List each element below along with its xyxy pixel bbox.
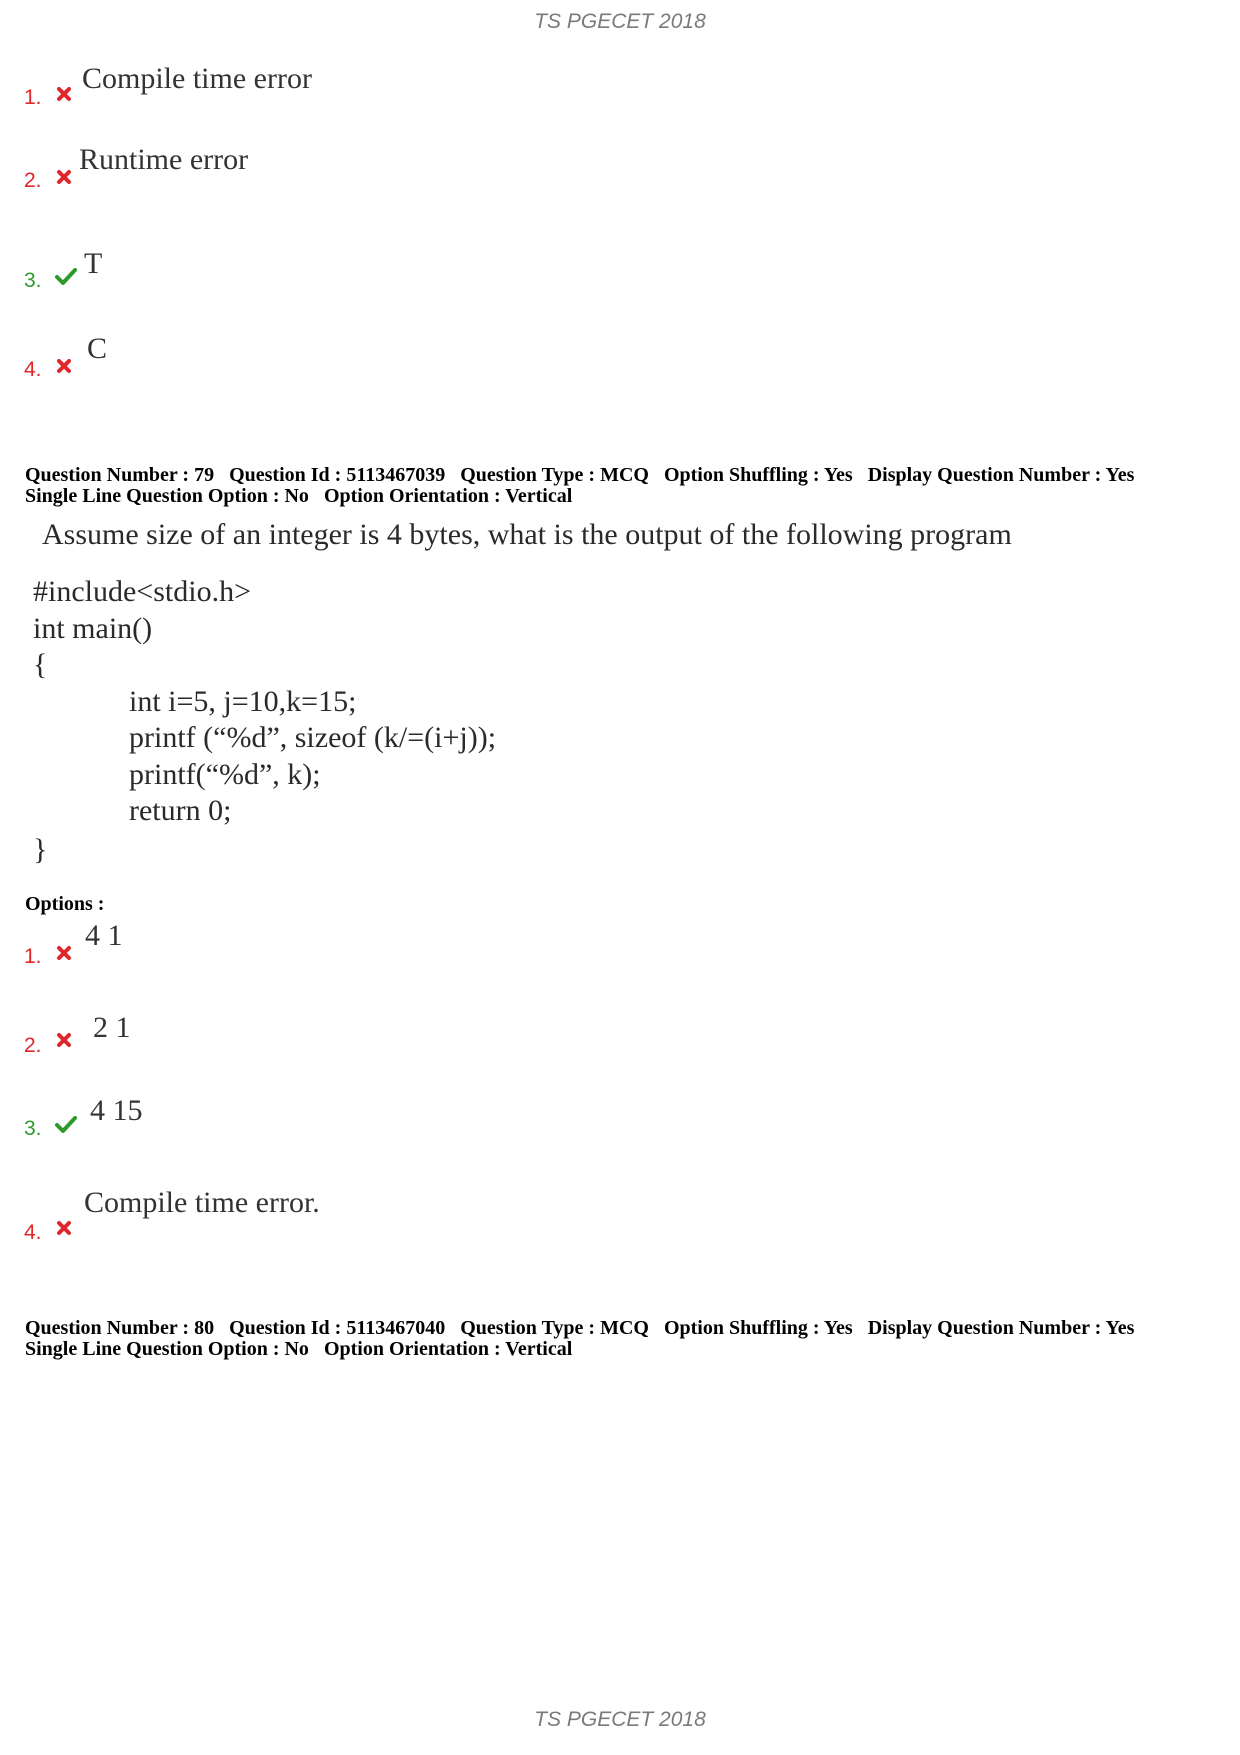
question-number: Question Number : 80: [25, 1317, 215, 1339]
question-text: Assume size of an integer is 4 bytes, what is the output of the following program: [42, 518, 1012, 551]
option-text: Runtime error: [79, 143, 249, 176]
meta-line-1: [25, 465, 1134, 486]
single-line-option: Single Line Question Option : No: [25, 485, 309, 507]
options-label: Options :: [25, 893, 105, 915]
question-80-meta: [25, 1318, 1134, 1360]
wrong-mark-icon: [54, 356, 74, 376]
option-text: T: [84, 247, 103, 280]
wrong-mark-icon: [54, 1218, 74, 1238]
page-footer: TS PGECET 2018: [534, 1708, 706, 1731]
page-header: TS PGECET 2018: [534, 10, 706, 33]
option-number: 3.: [24, 269, 42, 292]
option-number: 2.: [24, 1034, 42, 1057]
option-text: C: [87, 332, 108, 365]
code-line: int main(): [33, 612, 153, 645]
meta-line-1: [25, 1318, 1134, 1339]
code-line: #include<stdio.h>: [33, 575, 251, 608]
option-number: 3.: [24, 1117, 42, 1140]
option-text: 4 15: [90, 1094, 143, 1127]
option-text: Compile time error.: [84, 1186, 320, 1219]
single-line-option: Single Line Question Option : No: [25, 1338, 309, 1360]
option-orientation: Option Orientation : Vertical: [323, 485, 573, 507]
option-text: Compile time error: [82, 62, 312, 95]
wrong-mark-icon: [54, 1030, 74, 1050]
question-id: Question Id : 5113467040: [229, 1317, 446, 1339]
option-number: 4.: [24, 1221, 42, 1244]
wrong-mark-icon: [54, 84, 74, 104]
option-text: 2 1: [93, 1011, 131, 1044]
question-79-meta: [25, 465, 1134, 507]
correct-mark-icon: [54, 1113, 78, 1137]
correct-mark-icon: [54, 265, 78, 289]
code-line: }: [33, 833, 48, 866]
question-number: Question Number : 79: [25, 464, 215, 486]
meta-line-2: [25, 486, 1134, 507]
code-line: printf(“%d”, k);: [129, 758, 321, 791]
option-number: 4.: [24, 358, 42, 381]
question-id: Question Id : 5113467039: [229, 464, 446, 486]
code-line: return 0;: [129, 794, 232, 827]
code-line: int i=5, j=10,k=15;: [129, 685, 357, 718]
option-orientation: Option Orientation : Vertical: [323, 1338, 573, 1360]
wrong-mark-icon: [54, 167, 74, 187]
option-number: 1.: [24, 945, 42, 968]
display-question-number: Display Question Number : Yes: [867, 1317, 1135, 1339]
question-type: Question Type : MCQ: [460, 1317, 649, 1339]
question-type: Question Type : MCQ: [460, 464, 649, 486]
code-line: {: [33, 648, 48, 681]
display-question-number: Display Question Number : Yes: [867, 464, 1135, 486]
meta-line-2: [25, 1339, 1134, 1360]
option-shuffling: Option Shuffling : Yes: [663, 1317, 853, 1339]
option-number: 1.: [24, 86, 42, 109]
wrong-mark-icon: [54, 943, 74, 963]
option-text: 4 1: [85, 919, 123, 952]
option-shuffling: Option Shuffling : Yes: [663, 464, 853, 486]
option-number: 2.: [24, 169, 42, 192]
code-line: printf (“%d”, sizeof (k/=(i+j));: [129, 721, 497, 754]
